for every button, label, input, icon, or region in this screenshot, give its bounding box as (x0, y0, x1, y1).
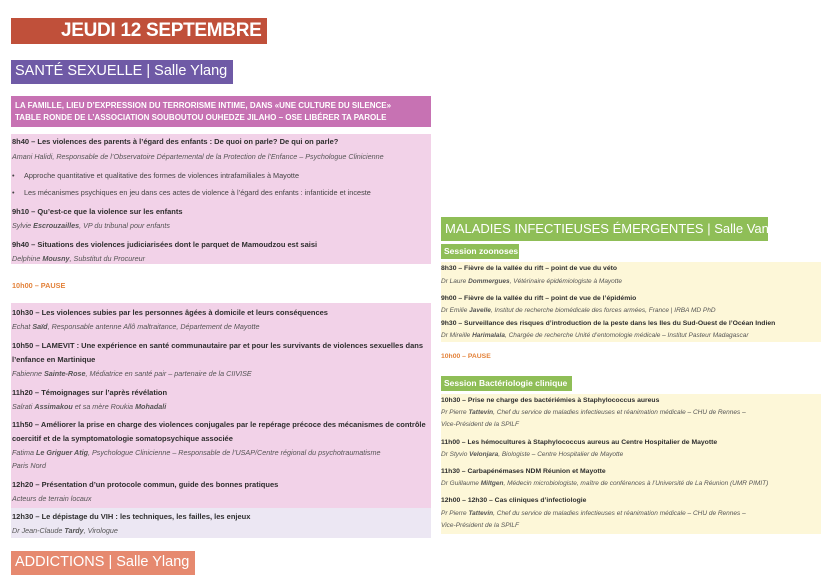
event-11h50-title: 11h50 – Améliorer la prise en charge des violences conjugales par le repérage précoce des mécanismes de contrôle (12, 420, 426, 429)
event-10h50-title-cont: l’enfance en Martinique (12, 355, 96, 364)
event-11h50-speaker-cont: Paris Nord (12, 461, 46, 470)
day-title: JEUDI 12 SEPTEMBRE (61, 20, 262, 41)
event-r-11h00-speaker: Dr Styvio Velonjara, Biologiste – Centre Hospitalier de Mayotte (441, 451, 624, 458)
event-11h50-speaker: Fatima Le Griguer Atig, Psychologue Clinicienne – Responsable de l’USAP/Centre régional du psychotraumatisme (12, 448, 381, 457)
event-r-11h30-title: 11h30 – Carbapénémases NDM Réunion et Mayotte (441, 468, 606, 475)
event-r-11h00-title: 11h00 – Les hémocultures à Staphylococcus aureus au Centre Hospitalier de Mayotte (441, 439, 718, 446)
roundtable-line-1: LA FAMILLE, LIEU D’EXPRESSION DU TERRORISME INTIME, DANS «UNE CULTURE DU SILENCE» (15, 101, 392, 110)
session-block-zoonoses (441, 262, 821, 342)
day-banner (11, 18, 267, 44)
event-r-9h00-title: 9h00 – Fièvre de la vallée du rift – point de vue de l’épidémio (441, 295, 637, 302)
section-title-maladies-infectieuses: MALADIES INFECTIEUSES ÉMERGENTES | Salle Vanille (441, 217, 768, 241)
bullet-item: • Approche quantitative et qualitative des formes de violences intrafamiliales à Mayotte (24, 171, 299, 180)
event-r-10h30-title: 10h30 – Prise ne charge des bactériémies à Staphylococcus aureus (441, 397, 660, 404)
event-r-9h30-title: 9h30 – Surveillance des risques d’introduction de la peste dans les Iles du Sud-Ouest de l’Océan Indien (441, 320, 776, 327)
event-r-12h00-title: 12h00 – 12h30 – Cas cliniques d’infectiologie (441, 497, 587, 504)
event-r-10h30-speaker: Pr Pierre Tattevin, Chef du service de maladies infectieuses et réanimation médicale – CHU de Rennes – (441, 409, 746, 416)
pause-label-right: 10h00 – PAUSE (441, 353, 491, 360)
event-12h30-title: 12h30 – Le dépistage du VIH : les techniques, les failles, les enjeux (12, 512, 251, 521)
event-8h40-title: 8h40 – Les violences des parents à l’égard des enfants : De quoi on parle? De qui on parle? (12, 137, 339, 146)
event-9h10-title: 9h10 – Qu’est-ce que la violence sur les enfants (12, 207, 183, 216)
event-9h10-speaker: Sylvie Escrouzailles, VP du tribunal pour enfants (12, 221, 170, 230)
event-11h50-title-cont: coercitif et de la symptomatologie somatopsychique associée (12, 434, 233, 443)
session-label-zoonoses: Session zoonoses (441, 244, 519, 259)
event-r-8h30-speaker: Dr Laure Dommergues, Vétérinaire épidémiologiste à Mayotte (441, 278, 623, 285)
roundtable-line-2: TABLE RONDE DE L’ASSOCIATION SOUBOUTOU OUHEDZE JILAHO – OSE LIBÉRER TA PAROLE (15, 113, 387, 122)
event-10h30-speaker: Echat Saïd, Responsable antenne Allô maltraitance, Département de Mayotte (12, 322, 260, 331)
section-title-sante-sexuelle: SANTÉ SEXUELLE | Salle Ylang (11, 60, 233, 84)
event-r-10h30-speaker-cont: Vice-Président de la SPILF (441, 421, 519, 428)
event-10h30-title: 10h30 – Les violences subies par les personnes âgées à domicile et leurs conséquences (12, 308, 328, 317)
event-r-12h00-speaker-cont: Vice-Président de la SPILF (441, 522, 519, 529)
event-8h40-speaker: Amani Halidi, Responsable de l’Observatoire Départemental de la Protection de l’Enfance – Psychologue Clinicienne (12, 152, 384, 161)
event-12h30-speaker: Dr Jean-Claude Tardy, Virologue (12, 526, 118, 535)
event-11h20-title: 11h20 – Témoignages sur l’après révélation (12, 388, 168, 397)
bullet-item: • Les mécanismes psychiques en jeu dans ces actes de violence à l’égard des enfants : infanticide et inceste (24, 188, 371, 197)
event-r-9h30-speaker: Dr Mireille Harimalala, Chargée de recherche Unité d’entomologie médicale – Institut Pasteur Madagascar (441, 332, 749, 339)
pause-label: 10h00 – PAUSE (12, 281, 66, 290)
event-9h40-speaker: Delphine Mousny, Substitut du Procureur (12, 254, 146, 263)
event-10h50-title: 10h50 – LAMEVIT : Une expérience en santé communautaire par et pour les survivants de violences sexuelles dans (12, 341, 423, 350)
event-r-12h00-speaker: Pr Pierre Tattevin, Chef du service de maladies infectieuses et réanimation médicale – CHU de Rennes – (441, 510, 746, 517)
event-12h20-title: 12h20 – Présentation d’un protocole commun, guide des bonnes pratiques (12, 480, 279, 489)
event-10h50-speaker: Fabienne Sainte-Rose, Médiatrice en santé pair – partenaire de la CIIVISE (12, 369, 252, 378)
session-label-bacteriologie: Session Bactériologie clinique (441, 376, 572, 391)
event-12h20-speaker: Acteurs de terrain locaux (12, 494, 92, 503)
section-title-addictions: ADDICTIONS | Salle Ylang (11, 551, 195, 575)
event-9h40-title: 9h40 – Situations des violences judiciarisées dont le parquet de Mamoudzou est saisi (12, 240, 318, 249)
roundtable-banner (11, 96, 431, 127)
event-r-11h30-speaker: Dr Guillaume Miltgen, Médecin microbiologiste, maître de conférences à l’Université de La Réunion (UMR PIMIT) (441, 480, 769, 487)
event-r-8h30-title: 8h30 – Fièvre de la vallée du rift – point de vue du véto (441, 265, 618, 272)
event-r-9h00-speaker: Dr Emilie Javelle, Institut de recherche biomédicale des forces armées, France | IRBA MD PhD (441, 307, 716, 314)
event-11h20-speaker: Salrati Assimakou et sa mère Roukia Mohadali (12, 402, 167, 411)
